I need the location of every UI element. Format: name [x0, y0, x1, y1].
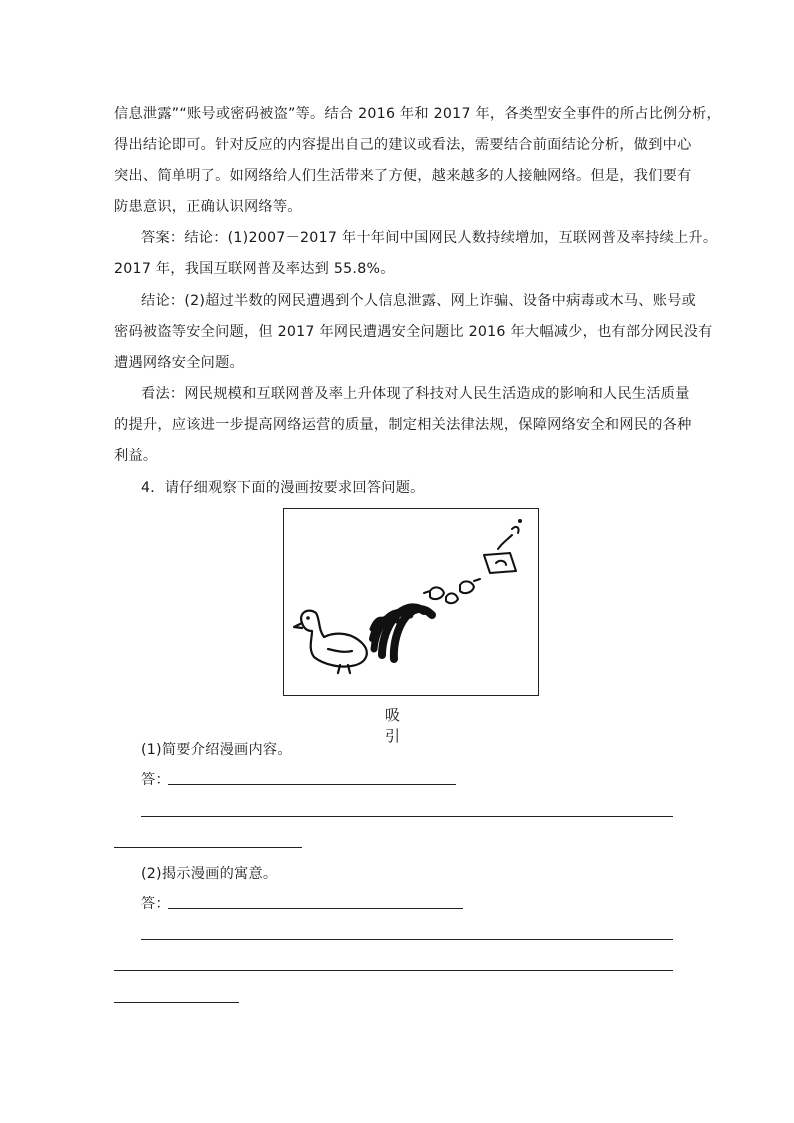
question-4-prompt: 4．请仔细观察下面的漫画按要求回答问题。 [141, 480, 425, 496]
answer-line[interactable] [114, 847, 302, 848]
answer-conclusion-1: 答案：结论：(1)2007－2017 年十年间中国网民人数持续增加，互联网普及率持续上升。 [141, 230, 718, 246]
answer-line[interactable] [141, 816, 673, 817]
paragraph-line: 突出、简单明了。如网络给人们生活带来了方便，越来越多的人接触网络。但是，我们要有 [114, 168, 692, 184]
answer-conclusion-2-cont: 遭遇网络安全问题。 [114, 355, 244, 371]
answer-label: 答： [141, 896, 170, 912]
answer-line[interactable] [168, 908, 463, 909]
answer-conclusion-2-cont: 密码被盗等安全问题，但 2017 年网民遭遇安全问题比 2016 年大幅减少，也有部分网民没有 [114, 324, 713, 340]
comic-caption: 吸 引 [385, 706, 409, 745]
sub-question-2: (2)揭示漫画的寓意。 [141, 866, 278, 882]
answer-view-cont: 利益。 [114, 448, 158, 464]
comic-image [283, 508, 539, 696]
comic-drawing [284, 509, 540, 697]
answer-conclusion-2: 结论：(2)超过半数的网民遭遇到个人信息泄露、网上诈骗、设备中病毒或木马、账号或 [141, 293, 697, 309]
answer-line[interactable] [114, 970, 673, 971]
sub-question-1: (1)简要介绍漫画内容。 [141, 742, 292, 758]
answer-label: 答： [141, 772, 170, 788]
paragraph-line: 信息泄露”“账号或密码被盗”等。结合 2016 年和 2017 年，各类型安全事件的所占比例分析， [114, 106, 721, 122]
paragraph-line: 得出结论即可。针对反应的内容提出自己的建议或看法，需要结合前面结论分析，做到中心 [114, 137, 692, 153]
answer-line[interactable] [141, 939, 673, 940]
answer-view-cont: 的提升，应该进一步提高网络运营的质量，制定相关法律法规，保障网络安全和网民的各种 [114, 417, 692, 433]
answer-view: 看法：网民规模和互联网普及率上升体现了科技对人民生活造成的影响和人民生活质量 [141, 386, 690, 402]
answer-conclusion-1-cont: 2017 年，我国互联网普及率达到 55.8%。 [114, 261, 395, 277]
answer-line[interactable] [114, 1002, 239, 1003]
paragraph-line: 防患意识，正确认识网络等。 [114, 199, 302, 215]
answer-line[interactable] [168, 784, 456, 785]
